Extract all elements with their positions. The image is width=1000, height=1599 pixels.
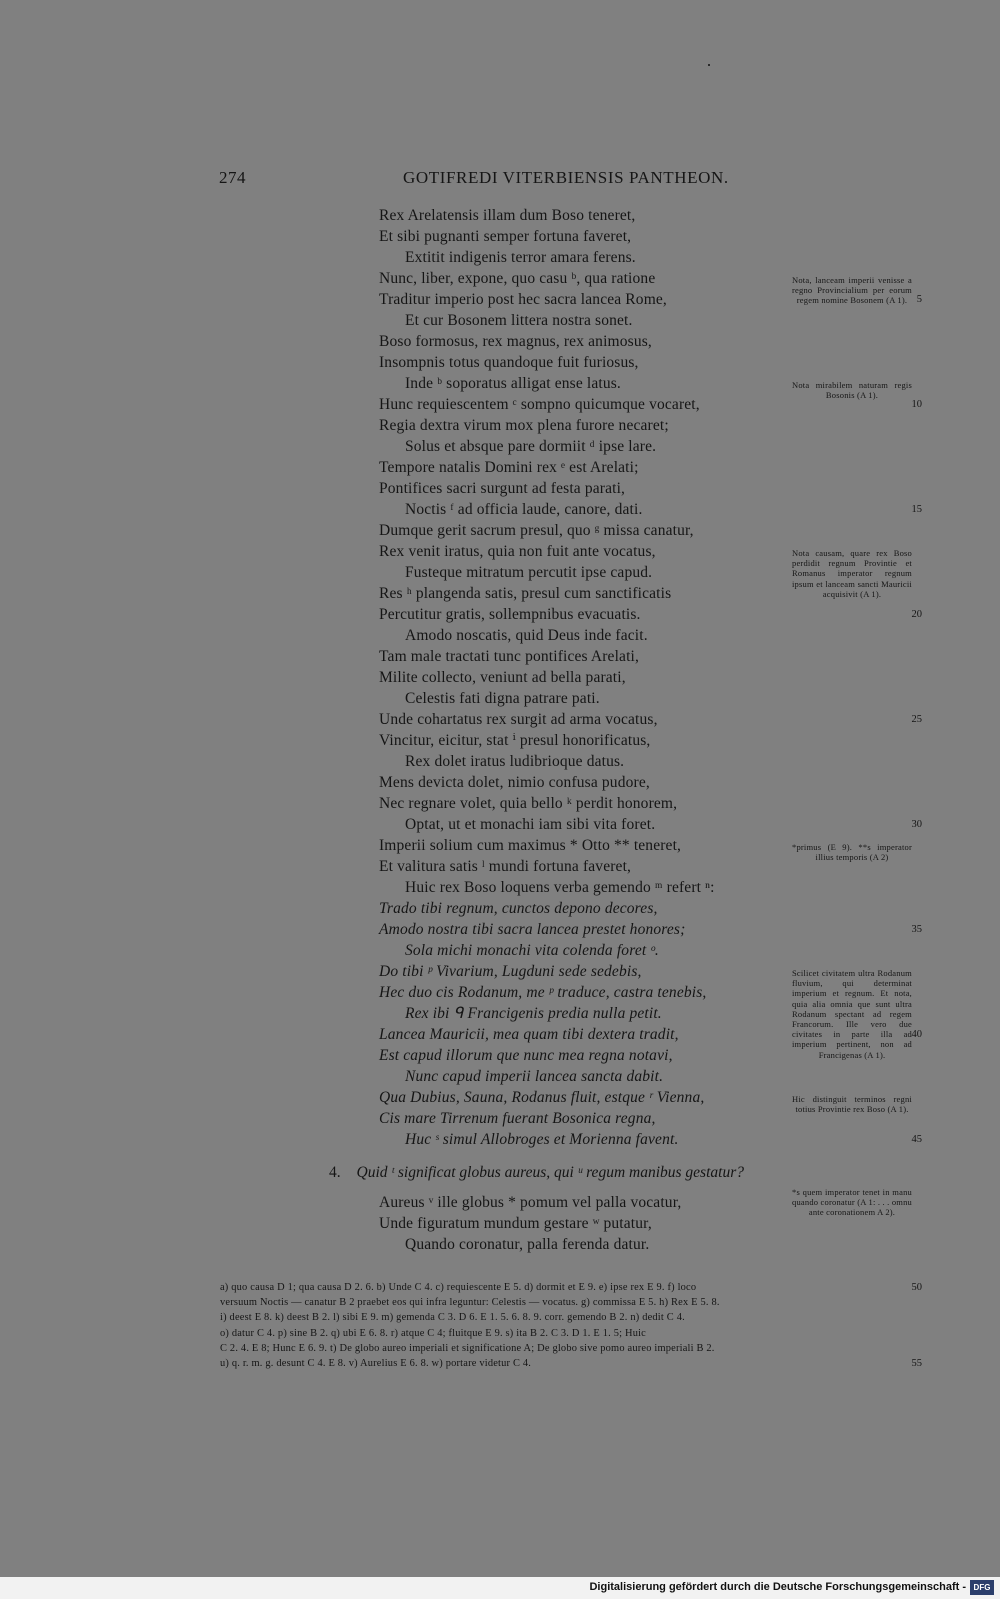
line-number: 35 [911,924,922,935]
margin-note: Hic distinguit terminos regni totius Provintie rex Boso (A 1). [792,1094,912,1115]
verse-line: Huic rex Boso loquens verba gemendo ᵐ refert ⁿ: [405,879,715,896]
verse-line: Et sibi pugnanti semper fortuna faveret, [379,228,632,245]
verse-line: Nec regnare volet, quia bello ᵏ perdit honorem, [379,795,678,812]
footnote-line: a) quo causa D 1; qua causa D 2. 6. b) Unde C 4. c) requiescente E 5. d) dormit et E 9. e) ipse rex E 9. f) loco [220,1282,697,1293]
verse-line: Hunc requiescentem ᶜ sompno quicumque vocaret, [379,396,700,413]
verse-line: Rex dolet iratus ludibrioque datus. [405,753,625,770]
verse-line: Fusteque mitratum percutit ipse capud. [405,564,653,581]
verse-line: Sola michi monachi vita colenda foret ᵒ. [405,942,659,959]
verse-line: Res ʰ plangenda satis, presul cum sanctificatis [379,585,672,602]
verse-line: Lancea Mauricii, mea quam tibi dextera tradit, [379,1026,679,1043]
verse-line: Trado tibi regnum, cunctos depono decores, [379,900,658,917]
verse-line: Nunc capud imperii lancea sancta dabit. [405,1068,664,1085]
margin-note: *primus (E 9). **s imperator illius temporis (A 2) [792,842,912,863]
line-number: 45 [911,1134,922,1145]
verse-line: Vincitur, eicitur, stat ⁱ presul honorificatus, [379,732,651,749]
footnote-line: u) q. r. m. g. desunt C 4. E 8. v) Aurelius E 6. 8. w) portare videtur C 4. [220,1358,532,1369]
line-number: 5 [916,294,922,305]
verse-line: Aureus ᵛ ille globus * pomum vel palla vocatur, [379,1194,682,1211]
verse-line: Cis mare Tirrenum fuerant Bosonica regna, [379,1110,656,1127]
verse-line: Huc ˢ simul Allobroges et Morienna favent. [405,1131,679,1148]
running-title: GOTIFREDI VITERBIENSIS PANTHEON. [403,168,729,187]
verse-line: Milite collecto, veniunt ad bella parati, [379,669,626,686]
margin-note: Scilicet civitatem ultra Rodanum fluvium, qui determinat imperium et regnum. Et nota, quia alia omnia que sunt ultra Rodanum spectant ad regem Francorum. Ille vero due civitates in parte illa ad imperium pertinent, non ad Francigenas (A 1). [792,968,912,1060]
scan-speck [708,64,710,66]
margin-note: Nota causam, quare rex Boso perdidit regnum Provintie et Romanus imperator regnum ipsum et lanceam sancti Mauricii acquisivit (A 1). [792,548,912,599]
verse-line: Noctis ᶠ ad officia laude, canore, dati. [405,501,643,518]
verse-line: Percutitur gratis, sollempnibus evacuatis. [379,606,641,623]
line-number: 40 [911,1029,922,1040]
page-number: 274 [219,168,246,187]
verse-line: Imperii solium cum maximus * Otto ** teneret, [379,837,682,854]
section-heading-text: Quid ᵗ significat globus aureus, qui ᵘ regum manibus gestatur? [356,1164,744,1181]
line-number: 15 [911,504,922,515]
verse-line: Unde cohartatus rex surgit ad arma vocatus, [379,711,658,728]
section-heading [329,1164,744,1182]
verse-line: Est capud illorum que nunc mea regna notavi, [379,1047,673,1064]
verse-line: Et valitura satis ˡ mundi fortuna faveret, [379,858,632,875]
verse-line: Amodo noscatis, quid Deus inde facit. [405,627,648,644]
verse-line: Extitit indigenis terror amara ferens. [405,249,636,266]
verse-line: Hec duo cis Rodanum, me ᵖ traduce, castra tenebis, [379,984,707,1001]
verse-line: Unde figuratum mundum gestare ʷ putatur, [379,1215,652,1232]
verse-line: Celestis fati digna patrare pati. [405,690,600,707]
margin-note: Nota, lanceam imperii venisse a regno Provincialium per eorum regem nomine Bosonem (A 1). [792,275,912,306]
line-number: 25 [911,714,922,725]
margin-note: *s quem imperator tenet in manu quando coronatur (A 1: . . . omnu ante coronationem A 2). [792,1187,912,1218]
verse-line: Insompnis totus quandoque fuit furiosus, [379,354,639,371]
margin-note: Nota mirabilem naturam regis Bosonis (A 1). [792,380,912,401]
footnote-line: o) datur C 4. p) sine B 2. q) ubi E 6. 8. r) atque C 4; fluitque E 9. s) ita B 2. C 3. D 1. E 1. 5; Huic [220,1327,646,1339]
verse-line: Inde ᵇ soporatus alligat ense latus. [405,375,621,392]
verse-line: Tempore natalis Domini rex ᵉ est Arelati; [379,459,639,476]
footnote-line: C 2. 4. E 8; Hunc E 6. 9. t) De globo aureo imperiali et significatione A; De globo sive pomo aureo imperiali B 2. [220,1342,715,1354]
verse-line: Rex ibi ᑫ Francigenis predia nulla petit. [405,1005,662,1022]
verse-line: Traditur imperio post hec sacra lancea Rome, [379,291,667,308]
digitization-footer [0,1577,1000,1599]
verse-line: Rex Arelatensis illam dum Boso teneret, [379,207,636,224]
verse-line: Et cur Bosonem littera nostra sonet. [405,312,633,329]
footnote-line: i) deest E 8. k) deest B 2. l) sibi E 9. m) gemenda C 3. D 6. E 1. 5. 6. 8. 9. corr. gemendo B 2. n) dedit C 4. [220,1312,685,1324]
verse-line: Rex venit iratus, quia non fuit ante vocatus, [379,543,656,560]
line-number: 55 [911,1358,922,1369]
section-number: 4. [329,1164,341,1181]
verse-line: Boso formosus, rex magnus, rex animosus, [379,333,652,350]
verse-line: Do tibi ᵖ Vivarium, Lugduni sede sedebis, [379,963,642,980]
dfg-logo: DFG [970,1580,994,1595]
line-number: 50 [911,1282,922,1293]
verse-line: Qua Dubius, Sauna, Rodanus fluit, estque ʳ Vienna, [379,1089,705,1106]
verse-line: Nunc, liber, expone, quo casu ᵇ, qua ratione [379,270,656,287]
verse-line: Solus et absque pare dormiit ᵈ ipse lare. [405,438,657,455]
line-number: 30 [911,819,922,830]
verse-line: Tam male tractati tunc pontifices Arelati, [379,648,640,665]
verse-line: Dumque gerit sacrum presul, quo ᵍ missa canatur, [379,522,694,539]
footnote-line: versuum Noctis — canatur B 2 praebet eos qui infra leguntur: Celestis — vocatus. g) commissa E 5. h) Rex E 5. 8. [220,1297,720,1309]
line-number: 20 [911,609,922,620]
footer-credit: Digitalisierung gefördert durch die Deutsche Forschungsgemeinschaft - [589,1581,966,1593]
verse-line: Optat, ut et monachi iam sibi vita foret. [405,816,656,833]
verse-line: Regia dextra virum mox plena furore necaret; [379,417,669,434]
line-number: 10 [911,399,922,410]
verse-line: Pontifices sacri surgunt ad festa parati, [379,480,626,497]
verse-line: Quando coronatur, palla ferenda datur. [405,1236,650,1253]
verse-line: Amodo nostra tibi sacra lancea prestet honores; [379,921,686,938]
verse-line: Mens devicta dolet, nimio confusa pudore, [379,774,650,791]
